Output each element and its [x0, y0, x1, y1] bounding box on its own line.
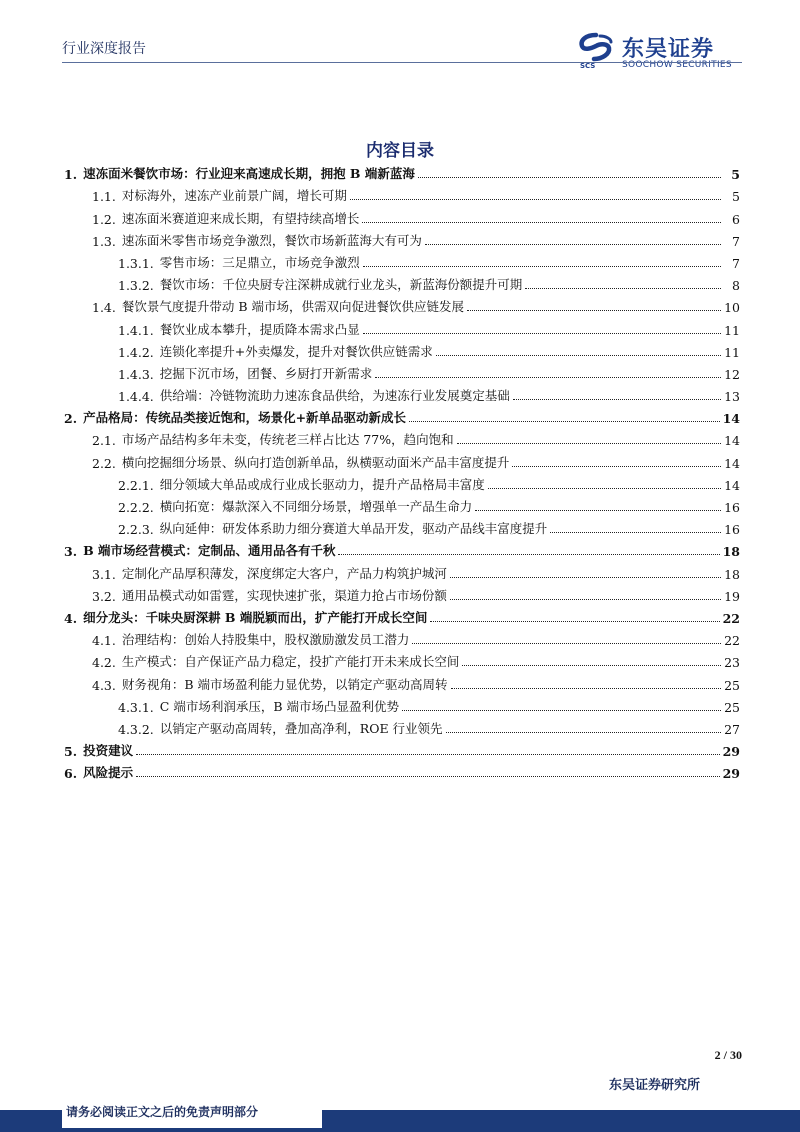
- toc-entry-title: 横向挖掘细分场景、纵向打造创新单品，纵横驱动面米产品丰富度提升: [121, 454, 510, 470]
- toc-entry[interactable]: [62, 204, 740, 226]
- toc-dot-leader: [451, 688, 721, 689]
- toc-entry[interactable]: [62, 227, 740, 249]
- toc-entry-page: 13: [724, 389, 740, 405]
- toc-entry-title: 纵向延伸：研发体系助力细分赛道大单品开发，驱动产品线丰富度提升: [159, 521, 548, 537]
- toc-entry-number: 1.3.: [92, 233, 116, 249]
- toc-entry-number: 1.3.2.: [118, 278, 154, 294]
- toc-entry-page: 10: [724, 300, 740, 316]
- toc-entry-page: 19: [724, 588, 740, 604]
- toc-entry-number: 6.: [64, 766, 78, 782]
- toc-dot-leader: [457, 443, 721, 444]
- toc-entry-number: 1.3.1.: [118, 255, 154, 271]
- toc-entry-page: 14: [724, 433, 740, 449]
- toc-entry-number: 1.: [64, 167, 78, 183]
- toc-entry[interactable]: [62, 471, 740, 493]
- toc-dot-leader: [136, 754, 720, 755]
- toc-entry-number: 4.2.: [92, 655, 116, 671]
- footer-institute: 东吴证券研究所: [608, 1078, 700, 1093]
- toc-entry-number: 2.2.1.: [118, 477, 154, 493]
- toc-entry-title: 连锁化率提升+外卖爆发，提升对餐饮供应链需求: [159, 343, 433, 359]
- toc-dot-leader: [475, 510, 721, 511]
- toc-entry-number: 5.: [64, 744, 78, 760]
- toc-entry-title: C 端市场利润承压，B 端市场凸显盈利优势: [159, 698, 399, 714]
- toc-entry-page: 14: [724, 455, 740, 471]
- toc-dot-leader: [363, 266, 721, 267]
- toc-dot-leader: [409, 421, 720, 422]
- toc-entry-title: 细分领域大单品或成行业成长驱动力，提升产品格局丰富度: [159, 476, 485, 492]
- toc-entry-number: 4.: [64, 610, 78, 626]
- toc-entry-page: 7: [732, 233, 740, 249]
- toc-dot-leader: [338, 554, 719, 555]
- toc-entry-title: 治理结构：创始人持股集中，股权激励激发员工潜力: [121, 632, 410, 648]
- toc-entry-number: 1.2.: [92, 211, 116, 227]
- toc-entry[interactable]: [62, 582, 740, 604]
- toc-entry[interactable]: [62, 737, 740, 759]
- toc-entry-title: 餐饮市场：千位央厨专注深耕成就行业龙头，新蓝海份额提升可期: [159, 277, 523, 293]
- toc-entry-page: 16: [724, 500, 740, 515]
- toc-entry-page: 7: [732, 255, 740, 271]
- toc-entry-page: 8: [732, 278, 740, 294]
- toc-entry[interactable]: [62, 404, 740, 426]
- toc-entry[interactable]: [62, 693, 740, 715]
- toc-entry[interactable]: [62, 249, 740, 271]
- toc-entry[interactable]: [62, 515, 740, 537]
- toc-entry-title: 定制化产品厚积薄发，深度绑定大客户，产品力构筑护城河: [121, 565, 447, 581]
- logo-english-name: SOOCHOW SECURITIES: [622, 60, 732, 70]
- toc-entry[interactable]: [62, 670, 740, 692]
- toc-entry-page: 12: [724, 366, 740, 382]
- toc-entry-title: 挖掘下沉市场，团餐、乡厨打开新需求: [159, 365, 373, 381]
- toc-entry[interactable]: [62, 382, 740, 404]
- scs-logo-icon: [576, 32, 616, 62]
- toc-entry-title: 市场产品结构多年未变，传统老三样占比达 77%，趋向饱和: [121, 432, 454, 448]
- toc-entry-title: 速冻面米餐饮市场：行业迎来高速成长期，拥抱 B 端新蓝海: [83, 166, 415, 182]
- toc-dot-leader: [436, 355, 721, 356]
- toc-entry-number: 4.3.1.: [118, 699, 154, 715]
- toc-entry-number: 4.3.2.: [118, 721, 154, 737]
- toc-dot-leader: [467, 310, 721, 311]
- toc-entry-page: 25: [724, 677, 740, 693]
- toc-entry-title: 风险提示: [83, 765, 134, 781]
- toc-entry-number: 1.4.1.: [118, 322, 154, 338]
- toc-dot-leader: [363, 333, 721, 334]
- toc-entry-page: 22: [722, 610, 740, 626]
- company-logo: [576, 30, 746, 74]
- toc-entry-page: 5: [731, 167, 740, 183]
- table-of-contents: [62, 160, 740, 781]
- toc-entry[interactable]: [62, 715, 740, 737]
- toc-entry[interactable]: [62, 338, 740, 360]
- toc-dot-leader: [136, 776, 720, 777]
- toc-entry-page: 27: [724, 721, 740, 737]
- toc-entry[interactable]: [62, 559, 740, 581]
- toc-dot-leader: [525, 288, 721, 289]
- toc-entry-number: 3.1.: [92, 566, 116, 582]
- toc-entry[interactable]: [62, 315, 740, 337]
- toc-entry-page: 11: [724, 344, 740, 360]
- toc-entry-title: 投资建议: [83, 743, 134, 759]
- toc-entry[interactable]: [62, 426, 740, 448]
- toc-entry-page: 29: [722, 744, 740, 760]
- toc-dot-leader: [430, 621, 719, 622]
- toc-dot-leader: [362, 222, 721, 223]
- toc-entry-number: 1.4.3.: [118, 366, 154, 382]
- toc-entry-number: 2.2.: [92, 455, 116, 471]
- toc-entry-title: 餐饮业成本攀升，提质降本需求凸显: [159, 321, 360, 337]
- toc-entry-number: 2.2.2.: [118, 500, 154, 515]
- footer-disclaimer: 请务必阅读正文之后的免责声明部分: [66, 1105, 259, 1119]
- toc-entry[interactable]: [62, 182, 740, 204]
- toc-entry-title: 速冻面米赛道迎来成长期，有望持续高增长: [121, 210, 360, 226]
- toc-dot-leader: [446, 732, 721, 733]
- header-divider: [62, 62, 742, 63]
- toc-dot-leader: [513, 399, 721, 400]
- toc-entry-number: 2.2.3.: [118, 522, 154, 538]
- toc-entry-number: 1.1.: [92, 189, 116, 205]
- toc-entry-title: 生产模式：自产保证产品力稳定，投扩产能打开未来成长空间: [121, 654, 460, 670]
- toc-entry[interactable]: [62, 648, 740, 670]
- toc-entry[interactable]: [62, 626, 740, 648]
- toc-dot-leader: [375, 377, 721, 378]
- toc-entry[interactable]: [62, 493, 740, 515]
- toc-entry[interactable]: [62, 360, 740, 382]
- toc-entry-title: 产品格局：传统品类接近饱和，场景化+新单品驱动新成长: [83, 410, 407, 426]
- toc-entry-title: 速冻面米零售市场竞争激烈，餐饮市场新蓝海大有可为: [121, 232, 422, 248]
- page-number: 2 / 30: [714, 1048, 742, 1062]
- toc-dot-leader: [402, 710, 721, 711]
- toc-entry-number: 2.1.: [92, 433, 116, 449]
- toc-entry[interactable]: [62, 604, 740, 626]
- toc-entry-title: B 端市场经营模式：定制品、通用品各有千秋: [83, 543, 336, 559]
- toc-entry-number: 4.3.: [92, 677, 116, 693]
- toc-entry[interactable]: [62, 537, 740, 559]
- toc-entry-page: 14: [722, 411, 740, 427]
- report-type-label: 行业深度报告: [62, 41, 146, 57]
- toc-dot-leader: [450, 577, 721, 578]
- toc-title: 内容目录: [366, 141, 434, 161]
- toc-entry-title: 餐饮景气度提升带动 B 端市场，供需双向促进餐饮供应链发展: [121, 299, 464, 315]
- toc-entry-page: 14: [724, 477, 740, 493]
- toc-entry-title: 横向拓宽：爆款深入不同细分场景，增强单一产品生命力: [159, 499, 473, 514]
- toc-entry-page: 29: [722, 766, 740, 782]
- toc-entry-number: 2.: [64, 411, 78, 427]
- toc-entry-title: 通用品模式动如雷霆，实现快速扩张，渠道力抢占市场份额: [121, 587, 447, 603]
- toc-entry-page: 23: [724, 655, 740, 671]
- toc-dot-leader: [350, 199, 721, 200]
- toc-entry-number: 1.4.4.: [118, 389, 154, 405]
- toc-entry-page: 22: [724, 633, 740, 649]
- toc-entry-page: 6: [732, 211, 740, 227]
- toc-dot-leader: [512, 466, 721, 467]
- toc-entry-title: 细分龙头：千味央厨深耕 B 端脱颖而出，扩产能打开成长空间: [83, 609, 428, 625]
- toc-dot-leader: [412, 643, 721, 644]
- toc-entry-number: 1.4.2.: [118, 344, 154, 360]
- toc-entry-number: 3.2.: [92, 588, 116, 604]
- toc-entry-title: 零售市场：三足鼎立，市场竞争激烈: [159, 254, 360, 270]
- toc-entry-title: 以销定产驱动高周转，叠加高净利，ROE 行业领先: [159, 720, 443, 736]
- toc-entry-number: 3.: [64, 544, 78, 560]
- toc-entry-page: 18: [722, 544, 740, 560]
- toc-entry[interactable]: [62, 759, 740, 781]
- toc-entry-title: 财务视角：B 端市场盈利能力显优势，以销定产驱动高周转: [121, 676, 448, 692]
- logo-chinese-name: 东吴证券: [622, 37, 715, 62]
- toc-entry-page: 18: [724, 566, 740, 582]
- toc-dot-leader: [488, 488, 721, 489]
- toc-entry-page: 5: [732, 189, 740, 205]
- toc-entry-number: 4.1.: [92, 633, 116, 649]
- logo-abbr: SCS: [580, 62, 596, 70]
- toc-entry-page: 11: [724, 322, 740, 338]
- toc-dot-leader: [450, 599, 721, 600]
- toc-dot-leader: [418, 177, 721, 178]
- toc-entry[interactable]: [62, 271, 740, 293]
- toc-entry[interactable]: [62, 448, 740, 470]
- toc-dot-leader: [425, 244, 721, 245]
- toc-entry[interactable]: [62, 293, 740, 315]
- toc-dot-leader: [550, 532, 721, 533]
- toc-entry-page: 16: [724, 522, 740, 538]
- toc-entry[interactable]: [62, 160, 740, 182]
- toc-entry-number: 1.4.: [92, 300, 116, 316]
- toc-entry-page: 25: [724, 699, 740, 715]
- toc-entry-title: 供给端：冷链物流助力速冻食品供给，为速冻行业发展奠定基础: [159, 388, 510, 404]
- toc-entry-title: 对标海外，速冻产业前景广阔，增长可期: [121, 188, 347, 204]
- toc-dot-leader: [462, 665, 721, 666]
